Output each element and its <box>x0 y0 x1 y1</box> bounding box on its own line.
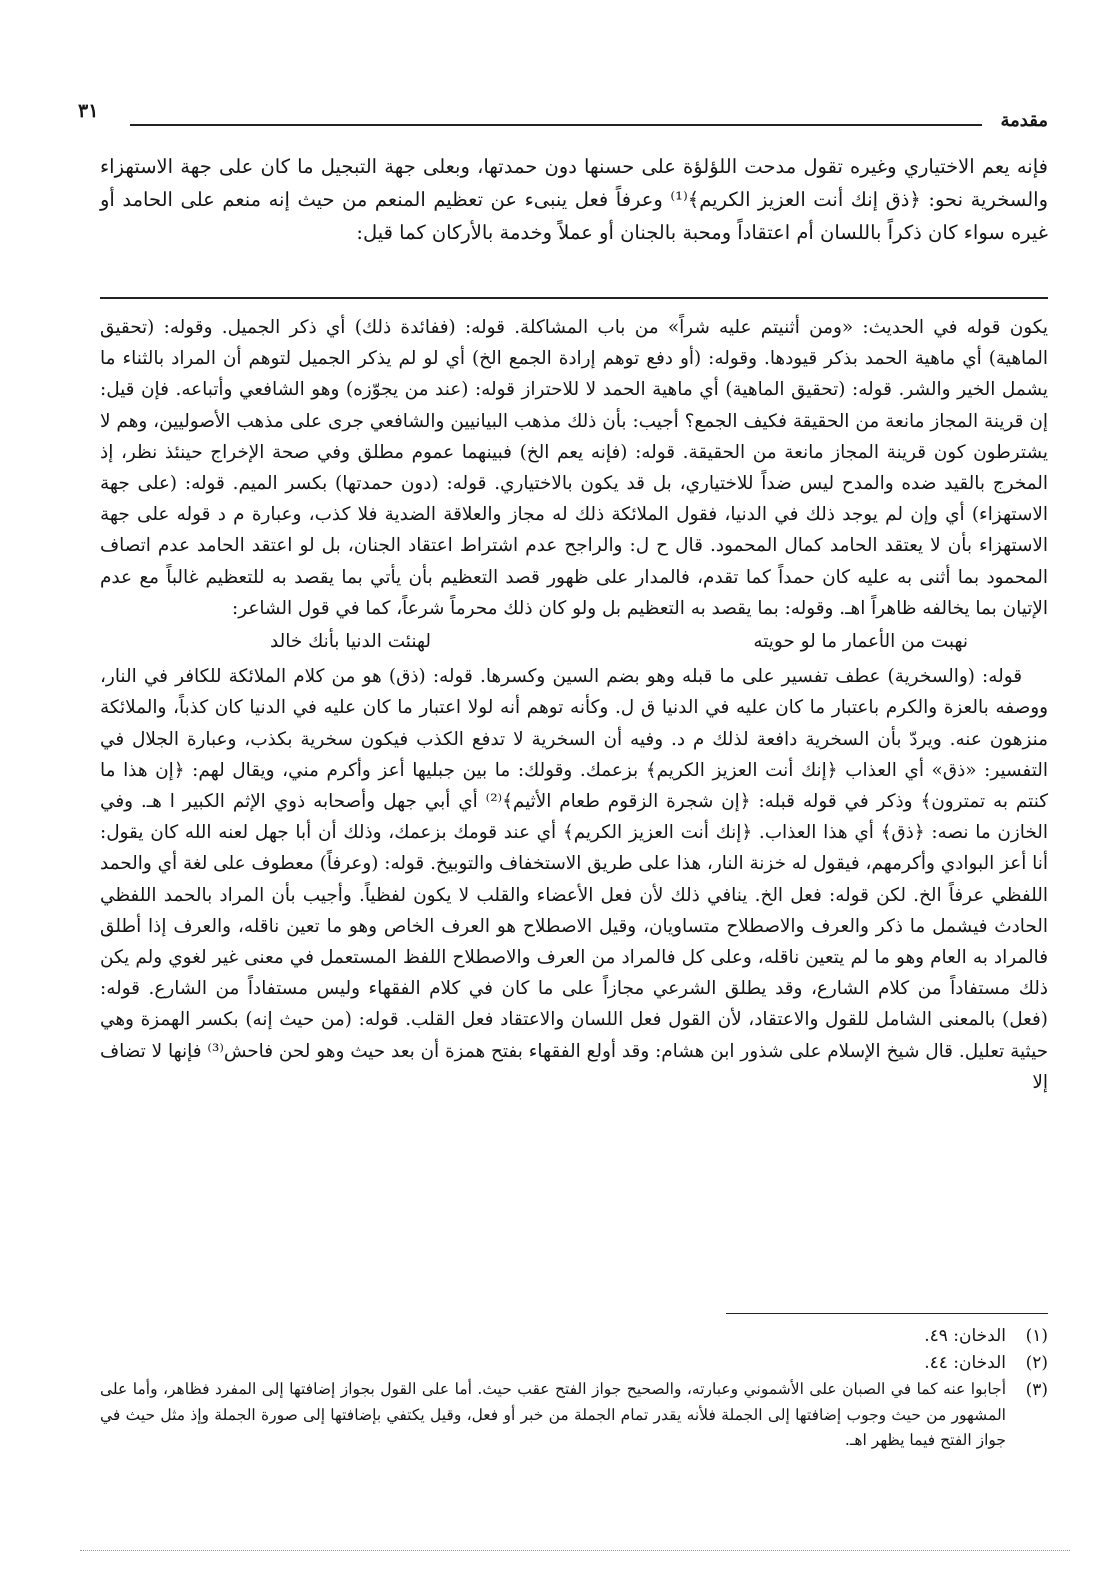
footnote-text: الدخان: ٤٩. <box>924 1326 1006 1346</box>
scan-edge-mark <box>80 1542 1070 1551</box>
footnote-1 <box>100 1323 1048 1350</box>
page-header <box>78 94 1048 134</box>
page-number: ٣١ <box>78 100 99 122</box>
footnote-3 <box>100 1377 1048 1454</box>
poetry-verse <box>100 626 1048 657</box>
verse-first-hemistich: نهبت من الأعمار ما لو حويته <box>753 631 968 653</box>
section-title: مقدمة <box>1000 110 1048 131</box>
footnote-text: الدخان: ٤٤. <box>924 1353 1006 1373</box>
verse-second-hemistich: لهنئت الدنيا بأنك خالد <box>270 631 431 653</box>
commentary-paragraph-2: قوله: (والسخرية) عطف تفسير على ما قبله وهو بضم السين وكسرها. قوله: (ذق) هو من كلام الملائكة للكافر في النار، ووصفه بالعزة والكرم باعتبار ما كان عليه في الدنيا ق ل. وكأنه توهم أنه لولا اعتبار ما كان عليه في الدنيا كان كذباً، والملائكة منزهون عنه. ويردّ بأن السخرية دافعة لذلك م د. وفيه أن السخرية لا تدفع الكذب فيكون سخرية بكذب، وعبارة الجلال في التفسير: «ذق» أي العذاب ﴿إنك أنت العزيز الكريم﴾ بزعمك. وقولك: ما بين جبليها أعز وأكرم مني، ويقال لهم: ﴿إن هذا ما كنتم به تمترون﴾ وذكر في قوله قبله: ﴿إن شجرة الزقوم طعام الأثيم﴾⁽²⁾ أي أبي جهل وأصحابه ذوي الإثم الكبير ا هـ. وفي الخازن ما نصه: ﴿ذق﴾ أي هذا العذاب. ﴿إنك أنت العزيز الكريم﴾ أي عند قومك بزعمك، وذلك أن أبا جهل لعنه الله كان يقول: أنا أعز البوادي وأكرمهم، فيقول له خزنة النار، هذا على طريق الاستخفاف والتوبيخ. قوله: (وعرفاً) معطوف على لغة أي والحمد اللفظي عرفاً الخ. لكن قوله: فعل الخ. ينافي ذلك لأن فعل الأعضاء والقلب لا يكون لفظياً. وأجيب بأن المراد بالحمد اللفظي الحادث فيشمل ما ذكر والعرف والاصطلاح متساويان، وقيل الاصطلاح هو العرف الخاص وهو ما تعين ناقله، والعرف إذا أطلق فالمراد به العام وهو ما لم يتعين ناقله، وعلى كل فالمراد من العرف والاصطلاح اللفظ المستعمل في معنى غير لغوي ولم يكن ذلك مستفاداً من كلام الشارع، وقد يطلق الشرعي مجازاً على ما كان في كلام الفقهاء وليس مستفاداً من الشارع. قوله: (فعل) بالمعنى الشامل للقول والاعتقاد، لأن القول فعل اللسان والاعتقاد فعل القلب. قوله: (من حيث إنه) بكسر الهمزة وهي حيثية تعليل. قال شيخ الإسلام على شذور ابن هشام: وقد أولع الفقهاء بفتح همزة أن بعد حيث وهو لحن فاحش⁽³⁾ فإنها لا تضاف إلا <box>100 666 1049 1093</box>
footnote-separator <box>726 1313 1048 1314</box>
main-separator <box>100 297 1048 299</box>
footnote-number: (١) <box>1025 1326 1048 1346</box>
main-text: فإنه يعم الاختياري وغيره تقول مدحت اللؤلؤة على حسنها دون حمدتها، وبعلى جهة التبجيل ما كان على جهة الاستهزاء والسخرية نحو: ﴿ذق إنك أنت العزيز الكريم﴾⁽¹⁾ وعرفاً فعل ينبىء عن تعظيم المنعم من حيث إنه منعم على الحامد أو غيره سواء كان ذكراً باللسان أم اعتقاداً ومحبة بالجنان أو عملاً وخدمة بالأركان كما قيل: <box>100 155 1048 244</box>
footnotes <box>100 1323 1048 1454</box>
footnote-number: (٣) <box>1025 1380 1048 1400</box>
header-rule <box>130 124 982 126</box>
footnote-number: (٢) <box>1025 1353 1048 1373</box>
commentary-paragraph-1: يكون قوله في الحديث: «ومن أثنيتم عليه شراً» من باب المشاكلة. قوله: (ففائدة ذلك) أي ذكر الجميل. وقوله: (تحقيق الماهية) أي ماهية الحمد بذكر قيودها. وقوله: (أو دفع توهم إرادة الجمع الخ) أي لو لم يذكر الجميل لتوهم أن المراد بالثناء ما يشمل الخير والشر. قوله: (تحقيق الماهية) أي ماهية الحمد لا للاحتراز قوله: (عند من يجوّزه) وهو الشافعي وأتباعه. فإن قيل: إن قرينة المجاز مانعة من الحقيقة فكيف الجمع؟ أجيب: بأن ذلك مذهب البيانيين والشافعي جرى على مذهب الأصوليين، وهم لا يشترطون كون قرينة المجاز مانعة من الحقيقة. قوله: (فإنه يعم الخ) فبينهما عموم مطلق وفي صحة الإخراج حينئذ نظر، إذ المخرج بالقيد ضده والمدح ليس ضداً للاختياري، بل قد يكون بالاختياري. قوله: (دون حمدتها) بكسر الميم. قوله: (على جهة الاستهزاء) أي وإن لم يوجد ذلك في الدنيا، فقول الملائكة ذلك له مجاز والعلاقة الضدية فلا كذب، وعبارة م د قوله على جهة الاستهزاء بأن لا يعتقد الحامد كمال المحمود. قال ح ل: والراجح عدم اشتراط اعتقاد الجنان، بل لو اعتقد الحامد عدم اتصاف المحمود بما أثنى به عليه كان حمداً كما تقدم، فالمدار على ظهور قصد التعظيم بأن يأتي بما يقصد به للتعظيم غالباً مع عدم الإتيان بما يخالفه ظاهراً اهـ. وقوله: بما يقصد به التعظيم بل ولو كان ذلك محرماً شرعاً، كما في قول الشاعر: <box>100 317 1048 619</box>
commentary-block <box>100 312 1048 1098</box>
footnote-text: أجابوا عنه كما في الصبان على الأشموني وعبارته، والصحيح جواز الفتح عقب حيث. أما على القول بجواز إضافتها إلى المفرد فظاهر، وأما على المشهور من حيث وجوب إضافتها إلى الجملة فلأنه يقدر تمام الجملة من خبر أو فعل، وقيل يكتفي بإضافتها إلى صورة الجملة وإذ مثل حيث في جواز الفتح فيما يظهر اهـ. <box>100 1380 1007 1449</box>
footnote-2 <box>100 1350 1048 1377</box>
